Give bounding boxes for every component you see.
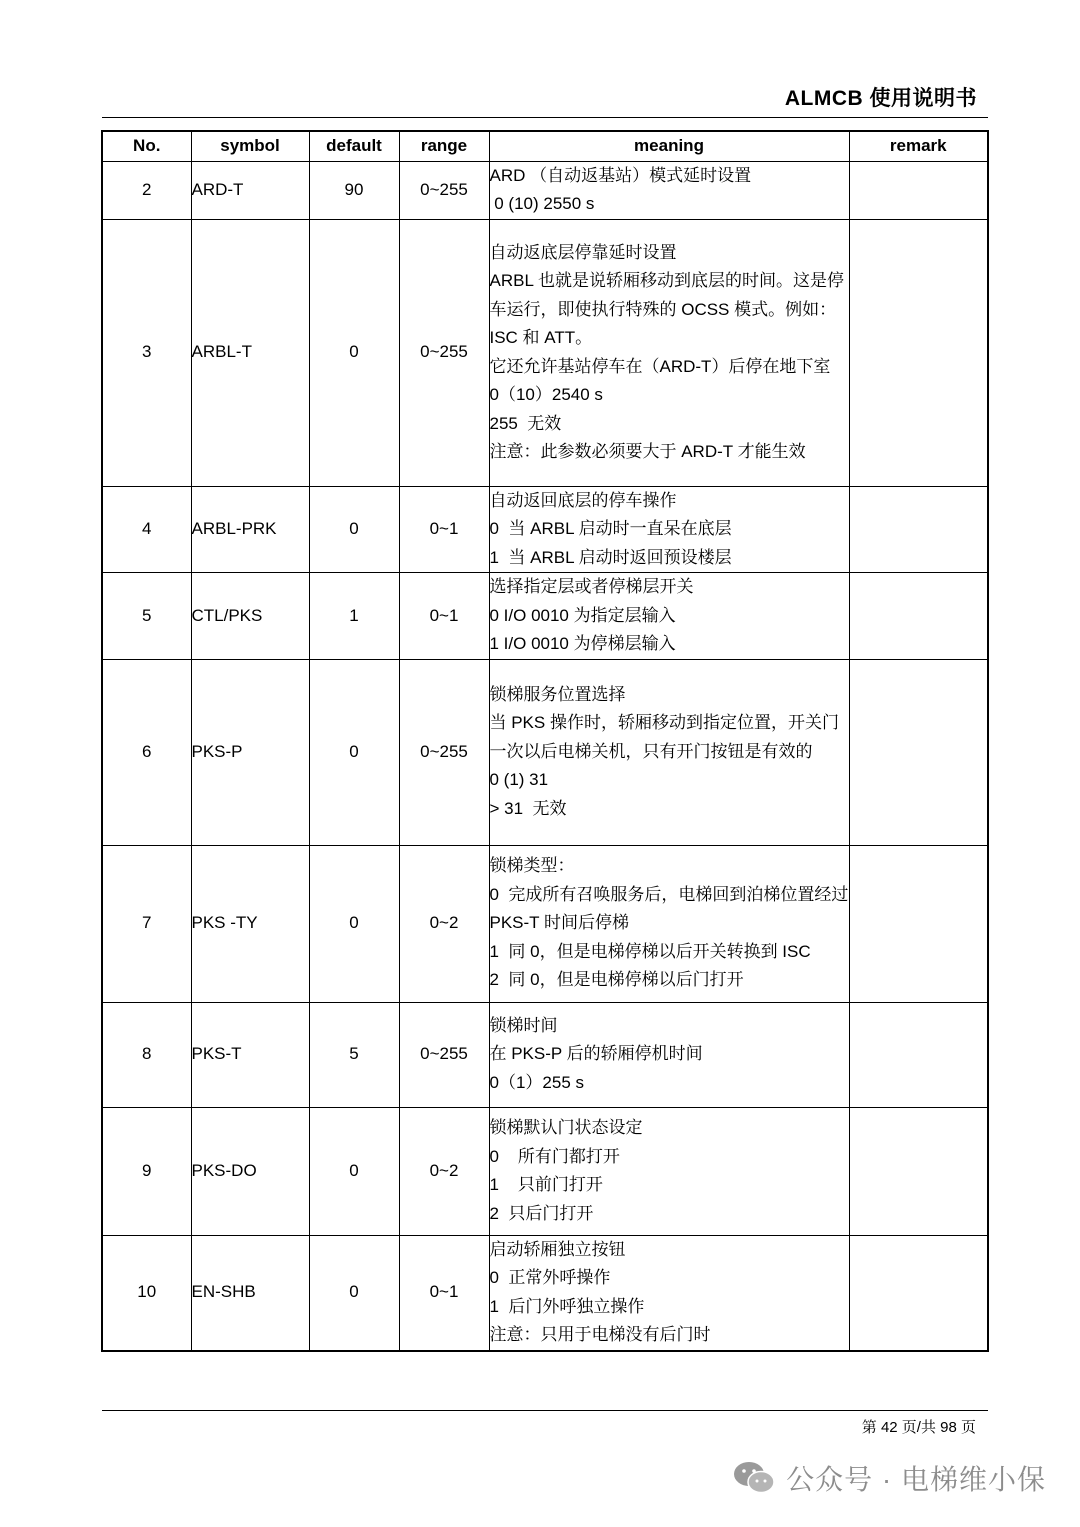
- watermark-text: 公众号 · 电梯维小保: [786, 1464, 1046, 1495]
- meaning-line: 它还允许基站停车在（ARD-T）后停在地下室: [489, 356, 831, 376]
- page-number: 第 42 页/共 98 页: [861, 1419, 976, 1436]
- cell-symbol: ARD-T: [191, 161, 309, 219]
- cell-remark: [849, 659, 988, 845]
- meaning-line: 0 完成所有召唤服务后，电梯回到泊梯位置经过 PKS-T 时间后停梯: [489, 884, 854, 933]
- cell-meaning: [489, 1107, 849, 1235]
- cell-no: 9: [102, 1107, 191, 1235]
- meaning-line: 锁梯类型：: [489, 856, 575, 876]
- cell-range: 0~2: [399, 845, 489, 1002]
- wechat-icon: [732, 1460, 776, 1496]
- meaning-line: 0 所有门都打开: [489, 1146, 620, 1166]
- meaning-line: 0 (10) 2550 s: [489, 194, 595, 213]
- column-header-range: range: [399, 131, 489, 161]
- header-divider: [102, 117, 988, 118]
- cell-no: 3: [102, 219, 191, 486]
- meaning-line: 选择指定层或者停梯层开关: [489, 577, 694, 596]
- cell-meaning: [489, 486, 849, 573]
- cell-symbol: PKS-P: [191, 659, 309, 845]
- meaning-line: 注意：此参数必须要大于 ARD-T 才能生效: [489, 442, 806, 461]
- meaning-line: 1 同 0，但是电梯停梯以后开关转换到 ISC: [489, 941, 811, 961]
- cell-range: 0~2: [399, 1107, 489, 1235]
- cell-default: 0: [309, 486, 399, 573]
- cell-range: 0~255: [399, 161, 489, 219]
- meaning-line: 注意：只用于电梯没有后门时: [489, 1325, 711, 1344]
- cell-remark: [849, 845, 988, 1002]
- meaning-line: 255 无效: [489, 413, 562, 433]
- meaning-line: 1 后门外呼独立操作: [489, 1296, 645, 1316]
- meaning-line: 0（10）2540 s: [489, 385, 603, 404]
- cell-range: 0~1: [399, 573, 489, 660]
- cell-meaning: [489, 1235, 849, 1351]
- table-row: [102, 573, 988, 660]
- meaning-line: 0 当 ARBL 启动时一直呆在底层: [489, 519, 732, 538]
- cell-no: 2: [102, 161, 191, 219]
- document-title: ALMCB 使用说明书: [784, 87, 977, 110]
- cell-range: 0~1: [399, 486, 489, 573]
- cell-default: 0: [309, 1235, 399, 1351]
- meaning-line: 当 PKS 操作时，轿厢移动到指定位置，开关门一次以后电梯关机，只有开门按钮是有效的: [489, 713, 839, 761]
- table-row: [102, 161, 988, 219]
- meaning-line: 0 正常外呼操作: [489, 1268, 611, 1287]
- cell-symbol: ARBL-T: [191, 219, 309, 486]
- cell-default: 0: [309, 219, 399, 486]
- footer-divider: [102, 1410, 988, 1411]
- cell-no: 4: [102, 486, 191, 573]
- cell-symbol: PKS-T: [191, 1002, 309, 1107]
- cell-no: 6: [102, 659, 191, 845]
- table-row: [102, 1107, 988, 1235]
- cell-range: 0~255: [399, 219, 489, 486]
- cell-no: 7: [102, 845, 191, 1002]
- cell-default: 5: [309, 1002, 399, 1107]
- cell-remark: [849, 573, 988, 660]
- column-header-symbol: symbol: [191, 131, 309, 161]
- cell-meaning: [489, 659, 849, 845]
- cell-symbol: PKS-DO: [191, 1107, 309, 1235]
- meaning-line: 锁梯时间: [489, 1015, 558, 1035]
- column-header-default: default: [309, 131, 399, 161]
- table-row: [102, 845, 988, 1002]
- cell-meaning: [489, 219, 849, 486]
- cell-remark: [849, 486, 988, 573]
- parameter-table: [101, 130, 989, 1352]
- cell-remark: [849, 1107, 988, 1235]
- cell-default: 0: [309, 845, 399, 1002]
- cell-meaning: [489, 1002, 849, 1107]
- meaning-line: 在 PKS-P 后的轿厢停机时间: [489, 1044, 703, 1064]
- cell-range: 0~255: [399, 1002, 489, 1107]
- column-header-remark: remark: [849, 131, 988, 161]
- cell-default: 1: [309, 573, 399, 660]
- cell-symbol: PKS -TY: [191, 845, 309, 1002]
- meaning-line: 1 只前门打开: [489, 1175, 603, 1194]
- meaning-line: 锁梯服务位置选择: [489, 684, 626, 704]
- table-header-row: [102, 131, 988, 161]
- cell-meaning: [489, 845, 854, 1002]
- meaning-line: 0（1）255 s: [489, 1072, 584, 1092]
- column-header-meaning: meaning: [489, 131, 849, 161]
- meaning-line: 锁梯默认门状态设定: [489, 1118, 643, 1137]
- meaning-line: ARD （自动返基站）模式延时设置: [489, 165, 752, 185]
- table-row: [102, 1235, 988, 1351]
- cell-remark: [849, 219, 988, 486]
- meaning-line: > 31 无效: [489, 798, 567, 818]
- cell-remark: [849, 161, 988, 219]
- cell-symbol: CTL/PKS: [191, 573, 309, 660]
- cell-range: 0~255: [399, 659, 489, 845]
- meaning-line: 1 当 ARBL 启动时返回预设楼层: [489, 547, 732, 567]
- cell-remark: [849, 1002, 988, 1107]
- cell-no: 10: [102, 1235, 191, 1351]
- table-row: [102, 486, 988, 573]
- cell-range: 0~1: [399, 1235, 489, 1351]
- table-row: [102, 1002, 988, 1107]
- cell-symbol: ARBL-PRK: [191, 486, 309, 573]
- meaning-line: 自动返底层停靠延时设置: [489, 242, 677, 262]
- cell-no: 8: [102, 1002, 191, 1107]
- table-row: [102, 659, 988, 845]
- cell-remark: [849, 1235, 988, 1351]
- meaning-line: 2 只后门打开: [489, 1203, 594, 1223]
- cell-no: 5: [102, 573, 191, 660]
- meaning-line: ARBL 也就是说轿厢移动到底层的时间。这是停车运行，即使执行特殊的 OCSS 模式。例如：ISC 和 ATT。: [489, 271, 845, 347]
- meaning-line: 0 (1) 31: [489, 770, 549, 790]
- watermark: [732, 1458, 1046, 1498]
- meaning-line: 2 同 0，但是电梯停梯以后门打开: [489, 970, 744, 990]
- meaning-line: 自动返回底层的停车操作: [489, 490, 677, 510]
- cell-default: 0: [309, 659, 399, 845]
- cell-default: 0: [309, 1107, 399, 1235]
- meaning-line: 0 I/O 0010 为指定层输入: [489, 605, 676, 625]
- cell-symbol: EN-SHB: [191, 1235, 309, 1351]
- table-row: [102, 219, 988, 486]
- cell-default: 90: [309, 161, 399, 219]
- cell-meaning: [489, 161, 849, 219]
- column-header-no: No.: [102, 131, 191, 161]
- cell-meaning: [489, 573, 849, 660]
- meaning-line: 1 I/O 0010 为停梯层输入: [489, 634, 676, 653]
- meaning-line: 启动轿厢独立按钮: [489, 1239, 626, 1259]
